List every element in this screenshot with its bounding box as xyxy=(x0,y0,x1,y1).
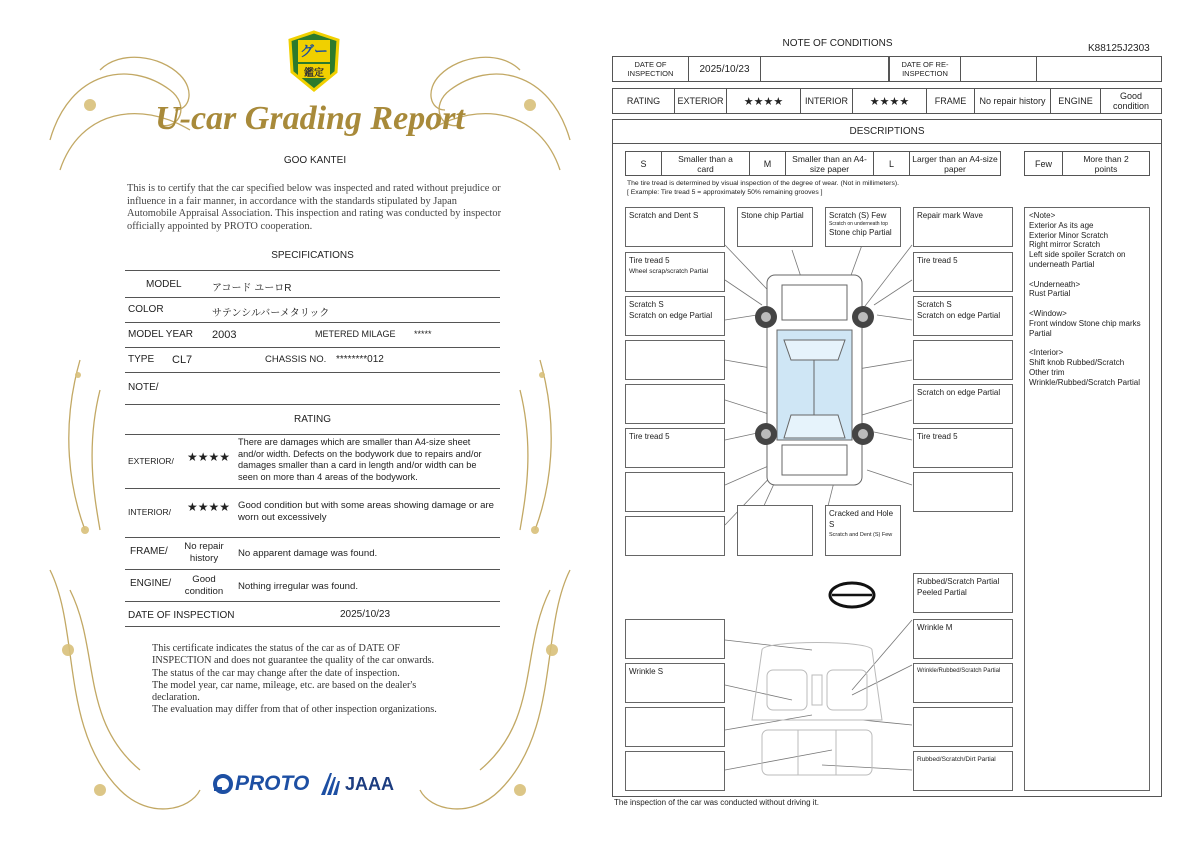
exterior-label: EXTERIOR/ xyxy=(128,456,174,466)
condition-box xyxy=(625,751,725,791)
footer-line: This certificate indicates the status of the car as of DATE OF xyxy=(152,643,401,654)
note-line: Right mirror Scratch xyxy=(1029,240,1101,250)
footer-line: INSPECTION and does not guarantee the quality of the car onwards. xyxy=(152,655,435,667)
rating-exterior-stars: ★★★★ xyxy=(727,89,801,113)
condition-subtext: Scratch on underneath top xyxy=(829,221,888,227)
note-line: Front window Stone chip marks Partial xyxy=(1029,318,1141,338)
rating-frame-label: FRAME xyxy=(927,89,975,113)
interior-label: INTERIOR/ xyxy=(128,507,171,517)
condition-box xyxy=(737,505,813,556)
model-year-value: 2003 xyxy=(212,329,237,341)
condition-box xyxy=(625,428,725,468)
condition-text: Scratch S xyxy=(917,300,952,309)
condition-box xyxy=(913,207,1013,247)
date-label: DATE OF INSPECTION xyxy=(128,610,235,621)
condition-box xyxy=(913,472,1013,512)
legend-m-desc: Smaller than an A4-size paper xyxy=(786,152,874,175)
condition-text: Wrinkle S xyxy=(629,667,664,676)
condition-text: Repair mark Wave xyxy=(917,211,983,220)
condition-subtext: Scratch and Dent (S) Few xyxy=(829,532,893,538)
proto-mark-icon xyxy=(212,773,234,795)
condition-box xyxy=(625,340,725,380)
exterior-stars: ★★★★ xyxy=(187,450,231,464)
mileage-value: ***** xyxy=(414,329,432,339)
condition-box xyxy=(913,296,1013,336)
tread-note-2: [ Example: Tire tread 5 = approximately 50% remaining grooves ] xyxy=(627,189,823,196)
condition-text: Wrinkle M xyxy=(917,623,953,632)
condition-box xyxy=(913,619,1013,659)
type-value: CL7 xyxy=(172,354,193,366)
condition-text: Scratch and Dent S xyxy=(629,211,699,220)
condition-box xyxy=(625,207,725,247)
interior-stars: ★★★★ xyxy=(187,500,231,514)
rating-heading: RATING xyxy=(293,414,332,425)
condition-box xyxy=(625,707,725,747)
rating-interior-stars: ★★★★ xyxy=(853,89,927,113)
jaaa-logo-text: JAAA xyxy=(345,773,395,794)
note-line: Wrinkle/Rubbed/Scratch Partial xyxy=(1029,377,1141,387)
goo-kantei-badge xyxy=(286,30,342,92)
color-label: COLOR xyxy=(128,304,164,315)
date-value: 2025/10/23 xyxy=(340,609,391,620)
condition-box xyxy=(625,296,725,336)
condition-text: Stone chip Partial xyxy=(829,228,892,237)
legend-few: Few xyxy=(1025,152,1063,175)
legend-m: M xyxy=(750,152,786,175)
frame-desc: No apparent damage was found. xyxy=(238,548,378,559)
certificate-footer xyxy=(152,643,482,717)
condition-text: Tire tread 5 xyxy=(917,432,958,441)
rating-label: RATING xyxy=(613,89,675,113)
rating-row xyxy=(612,88,1162,114)
condition-box xyxy=(913,252,1013,292)
report-title: U-car Grading Report xyxy=(155,100,465,137)
engine-value: Good condition xyxy=(184,574,224,597)
condition-text: Scratch (S) Few xyxy=(829,211,887,220)
date-insp-label: DATE OF INSPECTION xyxy=(613,57,689,81)
badge-top-text: グー xyxy=(300,43,328,59)
legend-few-desc: More than 2 points xyxy=(1083,153,1129,174)
condition-text: Stone chip Partial xyxy=(741,211,804,220)
date-row xyxy=(612,56,1162,82)
rating-engine-label: ENGINE xyxy=(1051,89,1101,113)
note-line: Left side spoiler Scratch on underneath Partial xyxy=(1029,250,1126,269)
condition-box xyxy=(913,573,1013,613)
frame-label: FRAME/ xyxy=(130,546,168,557)
model-year-label: MODEL YEAR xyxy=(128,329,194,340)
condition-text: Rubbed/Scratch/Dirt Partial xyxy=(917,756,996,763)
color-value: サテンシルバーメタリック xyxy=(212,308,330,319)
condition-text: Tire tread 5 xyxy=(629,256,670,265)
condition-box xyxy=(625,384,725,424)
note-line: Shift knob Rubbed/Scratch xyxy=(1029,357,1125,367)
descriptions-heading: DESCRIPTIONS xyxy=(849,126,925,137)
footer-line: The status of the car may change after the date of inspection. xyxy=(152,667,400,679)
condition-box xyxy=(625,619,725,659)
condition-text: Cracked and Hole S xyxy=(829,509,894,529)
note-line: <Underneath> xyxy=(1029,279,1081,289)
date-insp-value: 2025/10/23 xyxy=(689,57,761,81)
footer-line: declaration. xyxy=(152,692,200,704)
rating-exterior-label: EXTERIOR xyxy=(675,89,727,113)
tread-note-1: The tire tread is determined by visual inspection of the degree of wear. (Not in millimeters). xyxy=(627,180,899,187)
note-line: <Interior> xyxy=(1029,348,1064,358)
footer-line: The model year, car name, mileage, etc. are based on the dealer's xyxy=(152,679,417,691)
size-legend xyxy=(625,151,1001,176)
chassis-label: CHASSIS NO. xyxy=(265,354,327,365)
rating-frame-value: No repair history xyxy=(975,89,1051,113)
condition-text: Wrinkle/Rubbed/Scratch Partial xyxy=(917,668,1001,674)
condition-text: Rubbed/Scratch Partial xyxy=(917,577,1000,586)
specs-heading: SPECIFICATIONS xyxy=(271,250,354,261)
rating-engine-value: Good condition xyxy=(1112,91,1150,111)
inspection-footer: The inspection of the car was conducted without driving it. xyxy=(614,798,819,807)
legend-s-desc: Smaller than a card xyxy=(662,152,750,175)
condition-box xyxy=(913,428,1013,468)
condition-box xyxy=(625,663,725,703)
condition-box xyxy=(913,340,1013,380)
condition-subtext: Wheel scrap/scratch Partial xyxy=(629,268,709,275)
type-label: TYPE xyxy=(128,354,155,365)
condition-box xyxy=(737,207,813,247)
engine-label: ENGINE/ xyxy=(130,578,172,589)
condition-box xyxy=(825,207,901,247)
proto-logo-text: PROTO xyxy=(235,772,310,795)
interior-desc: Good condition but with some areas showing damage or are worn out excessively xyxy=(238,500,494,523)
engine-desc: Nothing irregular was found. xyxy=(238,581,358,592)
badge-bottom-text: 鑑定 xyxy=(304,67,324,79)
condition-text: Scratch on edge Partial xyxy=(917,311,1001,320)
condition-text: Scratch on edge Partial xyxy=(629,311,713,320)
notes-panel xyxy=(1024,207,1150,791)
condition-box xyxy=(625,252,725,292)
legend-s: S xyxy=(626,152,662,175)
condition-box xyxy=(913,751,1013,791)
report-subtitle: GOO KANTEI xyxy=(283,155,347,166)
few-legend xyxy=(1024,151,1150,176)
note-line: <Note> xyxy=(1029,211,1056,220)
condition-text: Scratch S xyxy=(629,300,664,309)
conditions-title: NOTE OF CONDITIONS xyxy=(782,38,893,49)
note-line: Exterior Minor Scratch xyxy=(1029,230,1109,240)
steering-wheel-icon xyxy=(830,583,874,607)
proto-logo xyxy=(212,770,309,798)
condition-text: Scratch on edge Partial xyxy=(917,388,1001,397)
condition-text: Tire tread 5 xyxy=(917,256,958,265)
intro-text: This is to certify that the car specified below was inspected and rated without prejudice or influence in a fair manner, in accordance with the standards stipulated by Japan Automobile Appraisal Association. This inspection and rating was conducted by inspector officially appointed by PROTO cooperation. xyxy=(127,183,502,232)
model-value: アコード ユーロR xyxy=(212,283,292,294)
condition-box xyxy=(625,472,725,512)
condition-box xyxy=(825,505,901,556)
condition-box xyxy=(625,516,725,556)
note-line: <Window> xyxy=(1029,308,1067,318)
condition-box xyxy=(913,707,1013,747)
note-label: NOTE/ xyxy=(128,382,159,393)
footer-line: The evaluation may differ from that of other inspection organizations. xyxy=(152,704,437,716)
condition-text: Tire tread 5 xyxy=(629,432,670,441)
legend-l: L xyxy=(874,152,910,175)
exterior-desc: There are damages which are smaller than A4-size sheet and/or width. Defects on the bodywork due to repairs and/or damages smaller than a card in length and/or width can be seen on more than 4 areas of the bodywork. xyxy=(238,437,482,482)
reference-number: K88125J2303 xyxy=(1088,43,1150,54)
mileage-label: METERED MILAGE xyxy=(315,329,396,339)
rating-interior-label: INTERIOR xyxy=(801,89,853,113)
note-line: Exterior As its age xyxy=(1029,220,1094,230)
model-label: MODEL xyxy=(146,279,182,290)
date-reinsp-label: DATE OF RE-INSPECTION xyxy=(889,57,961,81)
legend-l-desc: Larger than an A4-size paper xyxy=(912,153,998,174)
frame-value: No repair history xyxy=(184,541,224,564)
jaaa-logo xyxy=(319,770,394,798)
note-line: Other trim xyxy=(1029,367,1065,377)
condition-box xyxy=(913,384,1013,424)
chassis-value: ********012 xyxy=(336,354,384,365)
jaaa-mark-icon xyxy=(319,771,341,797)
condition-box xyxy=(913,663,1013,703)
note-line: Rust Partial xyxy=(1029,289,1071,299)
condition-text: Peeled Partial xyxy=(917,588,967,597)
